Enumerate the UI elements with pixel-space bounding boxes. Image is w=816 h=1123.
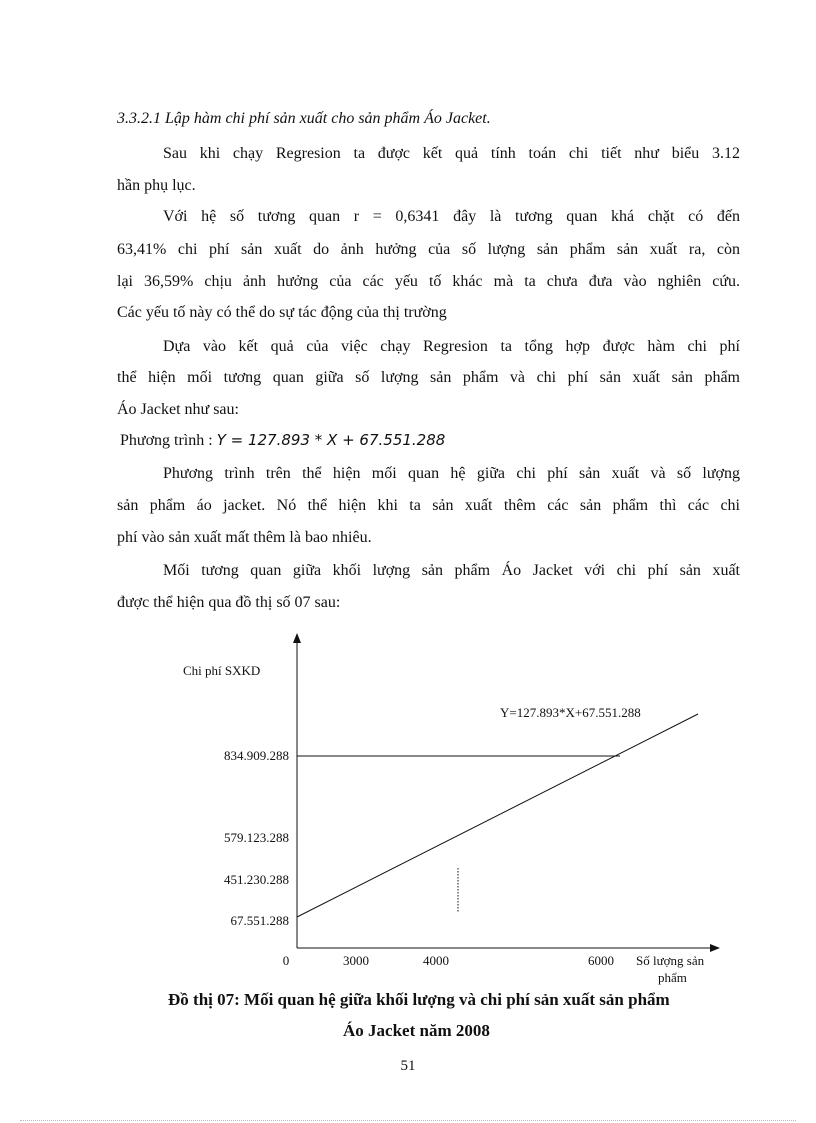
footer-divider: [20, 1120, 796, 1121]
x-axis-label-line-2: phẩm: [658, 970, 687, 985]
paragraph-1-line-2: hần phụ lục.: [117, 177, 196, 194]
paragraph-4-line-3: phí vào sản xuất mất thêm là bao nhiêu.: [117, 529, 372, 546]
x-origin-label: 0: [282, 953, 290, 968]
paragraph-4-line-2: sản phẩm áo jacket. Nó thể hiện khi ta sản xuất thêm các sản phẩm thì các chi: [117, 497, 740, 514]
y-axis-label: Chi phí SXKD: [183, 663, 261, 678]
y-tick-834909288: 834.909.288: [224, 748, 289, 763]
paragraph-5-line-2: được thể hiện qua đồ thị số 07 sau:: [117, 594, 341, 611]
y-tick-451230288: 451.230.288: [224, 872, 289, 887]
paragraph-4-line-1: Phương trình trên thể hiện mối quan hệ giữa chi phí sản xuất và số lượng: [163, 465, 740, 482]
paragraph-5-line-1: Mối tương quan giữa khối lượng sản phẩm Áo Jacket với chi phí sản xuất: [163, 562, 740, 579]
y-tick-67551288: 67.551.288: [230, 913, 289, 928]
x-axis-arrow: [710, 944, 720, 952]
paragraph-1-line-1: Sau khi chạy Regresion ta được kết quả tính toán chi tiết như biểu 3.12: [163, 145, 740, 162]
cost-volume-chart: [0, 630, 816, 990]
regression-line: [297, 714, 698, 917]
equation-formula: Y = 127.893 * X + 67.551.288: [216, 431, 446, 449]
paragraph-2-line-2: 63,41% chi phí sản xuất do ảnh hưởng của số lượng sản phẩm sản xuất ra, còn: [117, 241, 740, 258]
x-axis-label-line-1: Số lượng sản: [636, 953, 705, 968]
y-axis-arrow: [293, 633, 301, 643]
figure-caption-line-1: Đồ thị 07: Mối quan hệ giữa khối lượng và chi phí sản xuất sản phẩm: [168, 990, 670, 1009]
section-heading: 3.3.2.1 Lập hàm chi phí sản xuất cho sản phẩm Áo Jacket.: [117, 110, 491, 127]
paragraph-3-line-2: thể hiện mối tương quan giữa số lượng sản phẩm và chi phí sản xuất sản phẩm: [117, 369, 740, 386]
figure-caption-line-2: Áo Jacket năm 2008: [343, 1021, 490, 1040]
y-tick-579123288: 579.123.288: [224, 830, 289, 845]
equation-label: Phương trình :: [120, 432, 217, 449]
equation-annotation: Y=127.893*X+67.551.288: [500, 705, 641, 720]
paragraph-2-line-4: Các yếu tố này có thể do sự tác động của thị trường: [117, 304, 447, 321]
x-tick-6000: 6000: [588, 953, 614, 968]
paragraph-3-line-3: Áo Jacket như sau:: [117, 401, 239, 418]
paragraph-2-line-3: lại 36,59% chịu ảnh hưởng của các yếu tố khác mà ta chưa đưa vào nghiên cứu.: [117, 273, 740, 290]
x-tick-3000: 3000: [343, 953, 369, 968]
paragraph-2-line-1: Với hệ số tương quan r = 0,6341 đây là tương quan khá chặt có đến: [163, 208, 740, 225]
equation-line: [120, 431, 445, 450]
x-tick-4000: 4000: [423, 953, 449, 968]
paragraph-3-line-1: Dựa vào kết quả của việc chạy Regresion ta tổng hợp được hàm chi phí: [163, 338, 740, 355]
page-number: 51: [400, 1058, 416, 1074]
